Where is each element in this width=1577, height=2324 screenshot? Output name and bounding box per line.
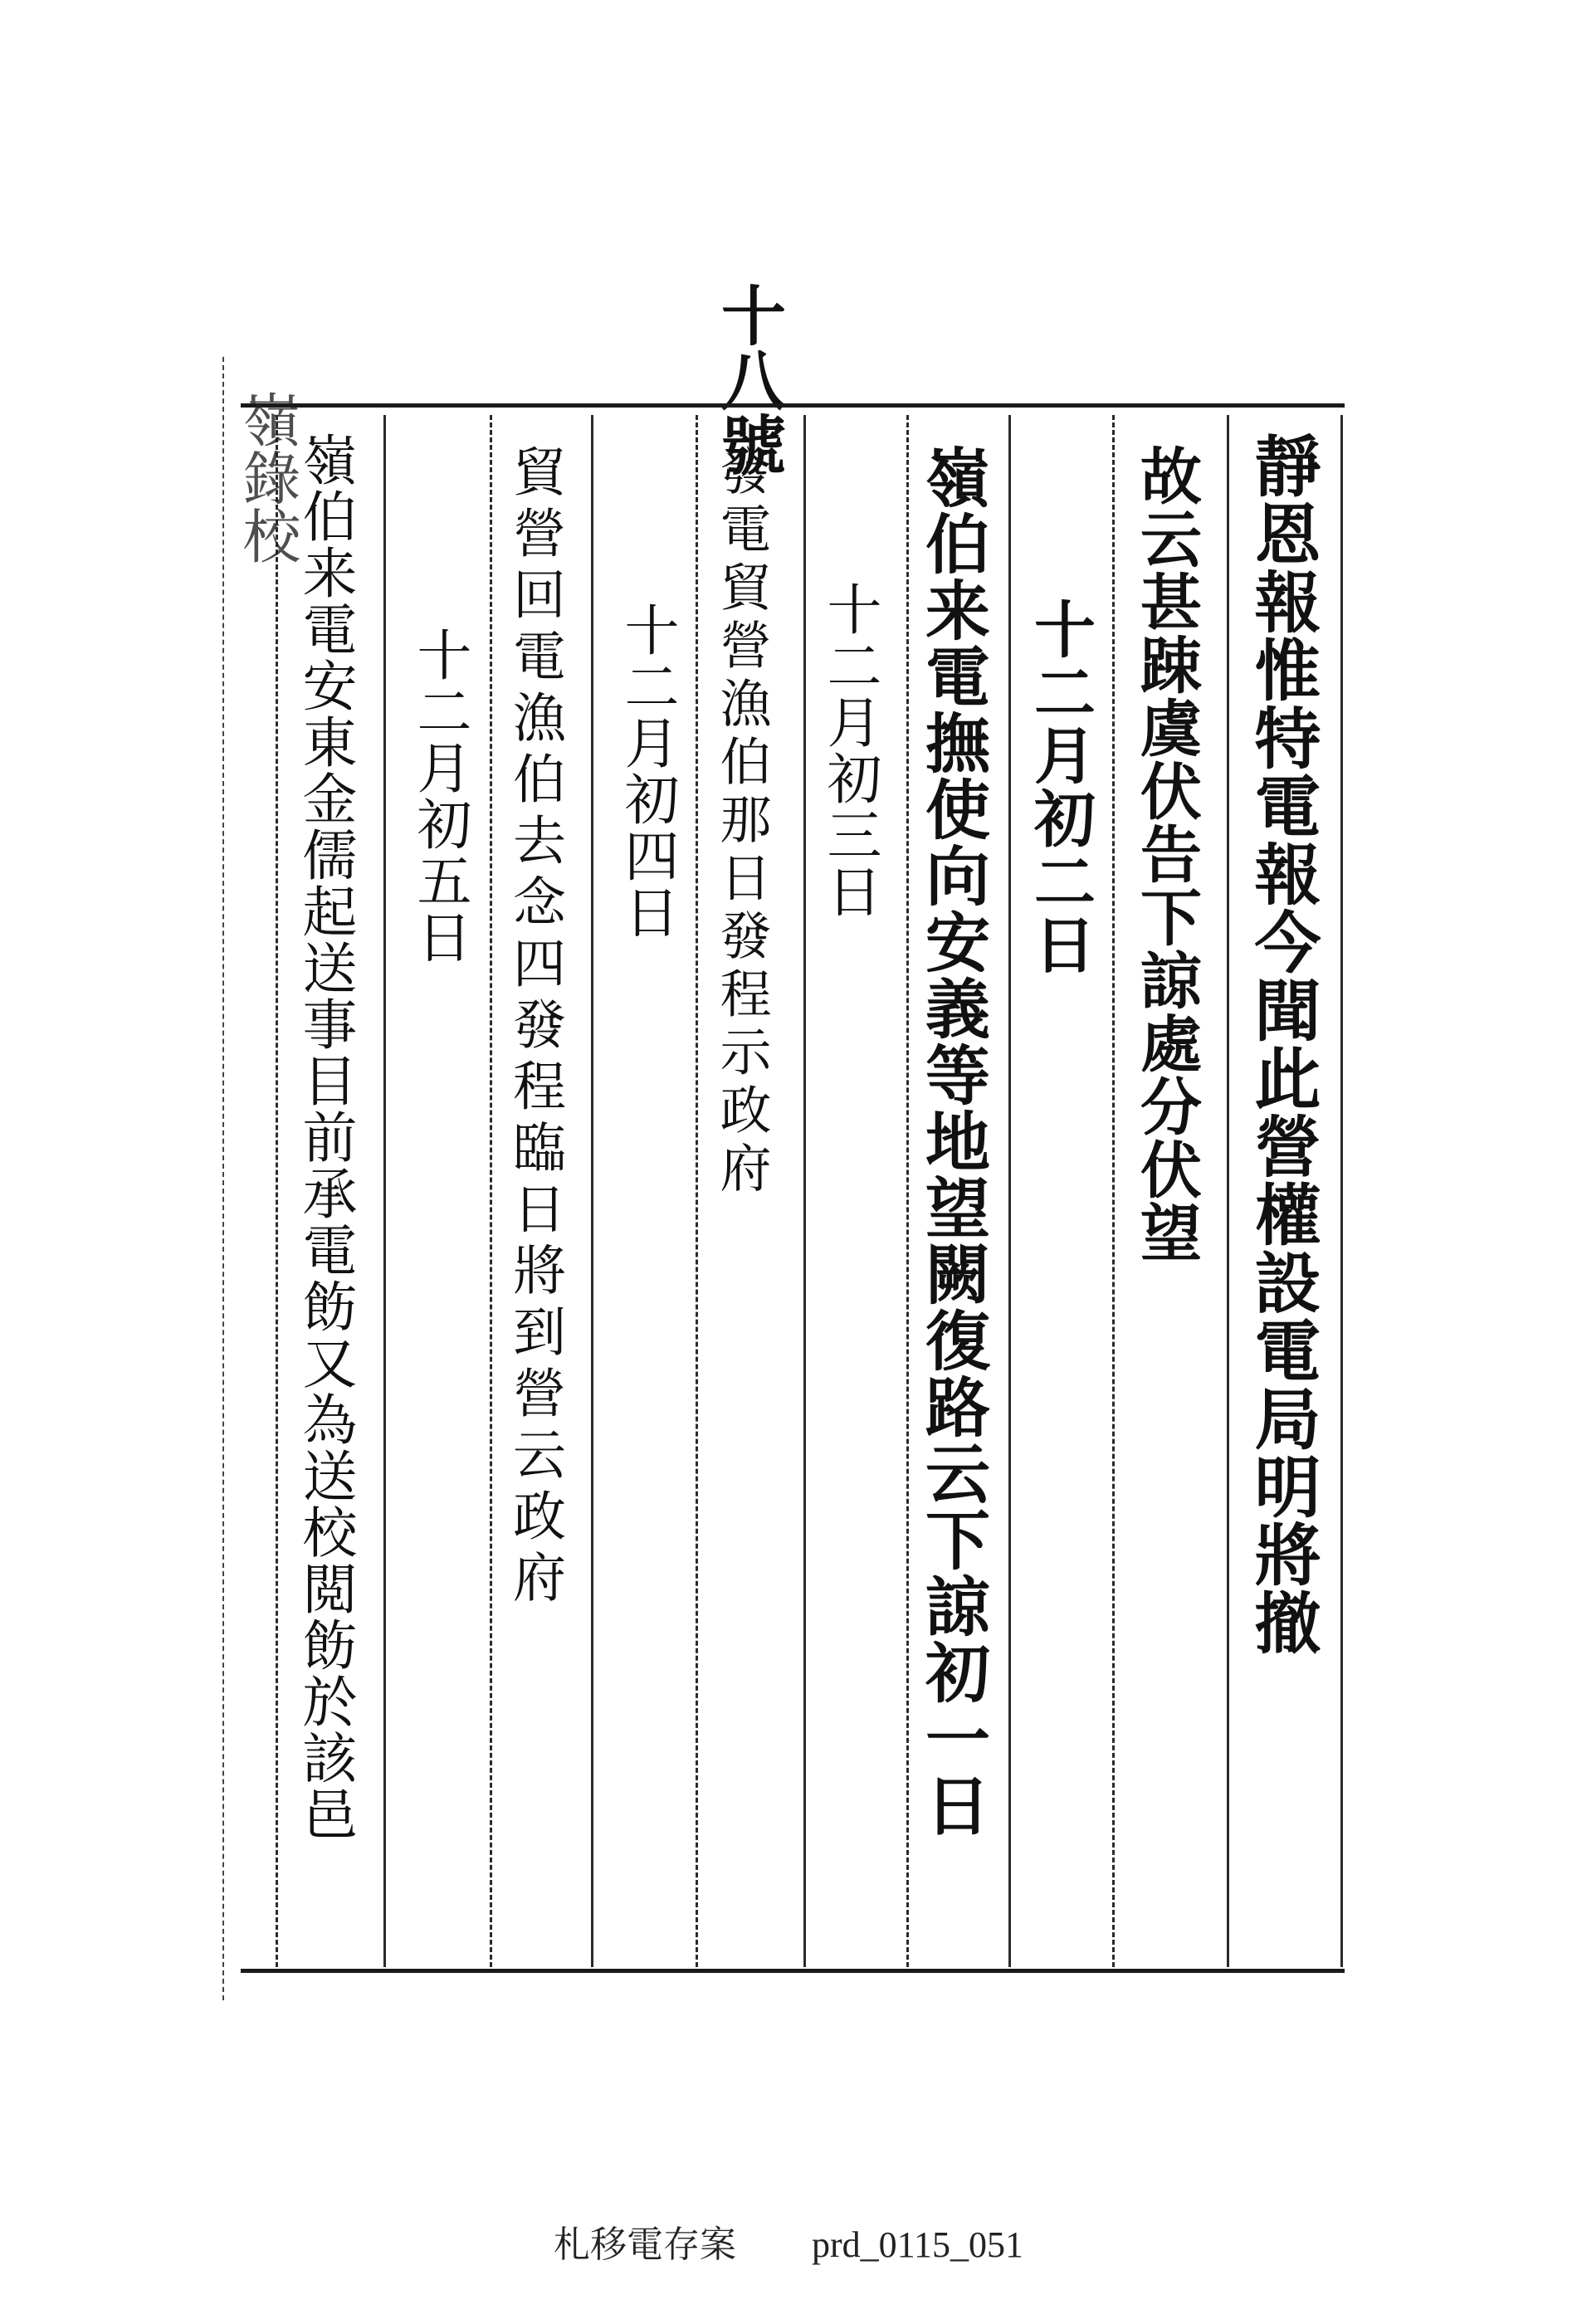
column-rule xyxy=(383,415,386,1967)
column-rule xyxy=(276,415,278,1967)
text-column-1: 靜恩報惟特電報今聞此營權設電局明將撤 xyxy=(1243,432,1321,1657)
text-column-3: 嶺伯来電撫使向安義等地望闕復路云下諒初一日 xyxy=(915,444,990,1838)
leaf-edge-line xyxy=(222,357,224,2000)
column-rule xyxy=(1340,415,1343,1967)
caption-title: 札移電存案 xyxy=(553,2224,736,2265)
column-rule xyxy=(1008,415,1011,1967)
caption-code: prd_0115_051 xyxy=(811,2224,1024,2265)
column-rule xyxy=(803,415,806,1967)
column-rule xyxy=(1227,415,1229,1967)
column-rule xyxy=(490,415,492,1967)
date-column-1: 十二月初二日 xyxy=(1024,598,1096,976)
header-label: 十八號 xyxy=(710,282,786,476)
column-rule xyxy=(591,415,593,1967)
page-caption xyxy=(0,2214,1577,2268)
frame-top-border xyxy=(241,403,1345,408)
column-rule xyxy=(906,415,909,1967)
text-column-5: 貿營回電漁伯去念四發程臨日將到營云政府 xyxy=(504,444,565,1611)
date-column-4: 十二月初五日 xyxy=(408,627,471,965)
date-column-2: 十二月初三日 xyxy=(818,581,881,920)
text-column-6: 嶺伯来電安東金儒起送事目前承電飭又為送校閲飭於該邑 xyxy=(293,432,357,1843)
frame-bottom-border xyxy=(241,1969,1345,1973)
text-column-2: 故云甚踈虞伏告下諒處分伏望 xyxy=(1130,444,1202,1264)
date-column-3: 十二月初四日 xyxy=(615,602,679,940)
column-rule xyxy=(1112,415,1115,1967)
margin-note: 嶺錄校 xyxy=(233,390,301,564)
column-rule xyxy=(696,415,698,1967)
text-column-4: 發電貿營漁伯那日發程示政府 xyxy=(711,444,772,1199)
